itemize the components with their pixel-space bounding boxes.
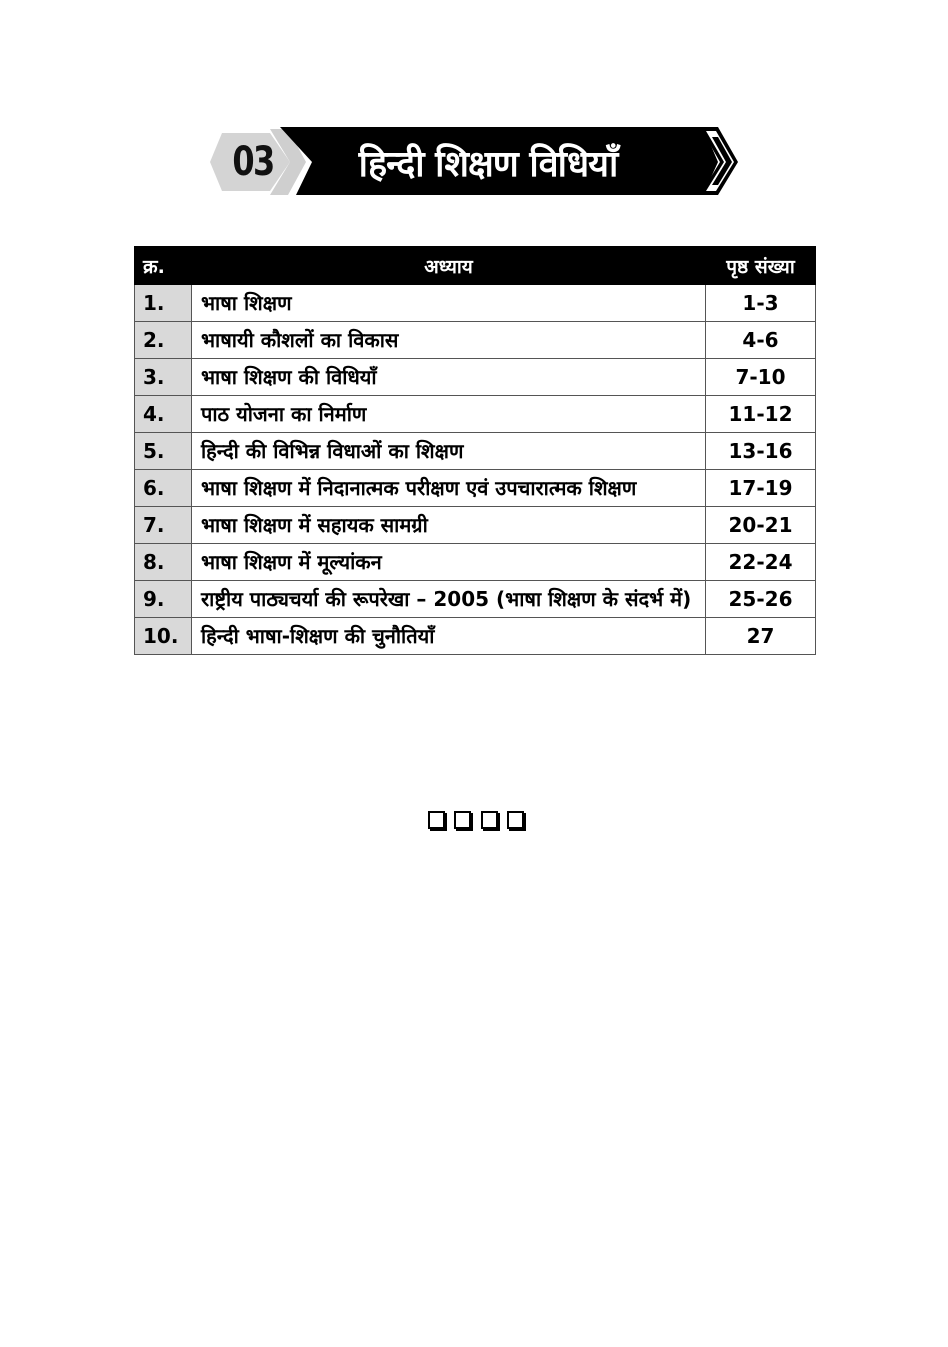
chapter-number: 03 bbox=[232, 139, 274, 185]
row-pages: 27 bbox=[706, 618, 816, 655]
row-pages: 7-10 bbox=[706, 359, 816, 396]
row-pages: 22-24 bbox=[706, 544, 816, 581]
row-title: पाठ योजना का निर्माण bbox=[192, 396, 706, 433]
row-serial: 5. bbox=[135, 433, 192, 470]
contents-table bbox=[134, 246, 816, 655]
table-row bbox=[135, 618, 816, 655]
row-pages: 11-12 bbox=[706, 396, 816, 433]
square-mark-icon bbox=[428, 811, 445, 829]
row-title: भाषा शिक्षण की विधियाँ bbox=[192, 359, 706, 396]
row-serial: 1. bbox=[135, 285, 192, 322]
row-serial: 8. bbox=[135, 544, 192, 581]
table-row bbox=[135, 359, 816, 396]
table-row bbox=[135, 544, 816, 581]
square-mark-icon bbox=[507, 811, 524, 829]
row-pages: 20-21 bbox=[706, 507, 816, 544]
row-serial: 7. bbox=[135, 507, 192, 544]
table-row bbox=[135, 507, 816, 544]
chapter-banner bbox=[208, 127, 743, 197]
row-serial: 6. bbox=[135, 470, 192, 507]
square-mark-icon bbox=[454, 811, 471, 829]
row-pages: 1-3 bbox=[706, 285, 816, 322]
table-row bbox=[135, 581, 816, 618]
header-pages: पृष्ठ संख्या bbox=[706, 247, 816, 285]
square-mark-icon bbox=[481, 811, 498, 829]
header-chapter: अध्याय bbox=[192, 247, 706, 285]
row-pages: 25-26 bbox=[706, 581, 816, 618]
row-title: भाषा शिक्षण में निदानात्मक परीक्षण एवं उपचारात्मक शिक्षण bbox=[192, 470, 706, 507]
row-title: हिन्दी भाषा-शिक्षण की चुनौतियाँ bbox=[192, 618, 706, 655]
row-title: भाषा शिक्षण bbox=[192, 285, 706, 322]
row-pages: 13-16 bbox=[706, 433, 816, 470]
row-title: भाषायी कौशलों का विकास bbox=[192, 322, 706, 359]
table-row bbox=[135, 470, 816, 507]
table-row bbox=[135, 322, 816, 359]
table-row bbox=[135, 396, 816, 433]
row-serial: 10. bbox=[135, 618, 192, 655]
end-of-section-marks bbox=[428, 811, 524, 835]
table-header-row bbox=[135, 247, 816, 285]
row-title: भाषा शिक्षण में मूल्यांकन bbox=[192, 544, 706, 581]
row-serial: 2. bbox=[135, 322, 192, 359]
row-pages: 4-6 bbox=[706, 322, 816, 359]
header-serial: क्र. bbox=[135, 247, 192, 285]
chapter-title: हिन्दी शिक्षण विधियाँ bbox=[358, 143, 618, 185]
row-title: भाषा शिक्षण में सहायक सामग्री bbox=[192, 507, 706, 544]
row-title: राष्ट्रीय पाठ्यचर्या की रूपरेखा – 2005 (भाषा शिक्षण के संदर्भ में) bbox=[192, 581, 706, 618]
row-title: हिन्दी की विभिन्न विधाओं का शिक्षण bbox=[192, 433, 706, 470]
table-row bbox=[135, 285, 816, 322]
table-row bbox=[135, 433, 816, 470]
row-pages: 17-19 bbox=[706, 470, 816, 507]
row-serial: 9. bbox=[135, 581, 192, 618]
row-serial: 3. bbox=[135, 359, 192, 396]
row-serial: 4. bbox=[135, 396, 192, 433]
